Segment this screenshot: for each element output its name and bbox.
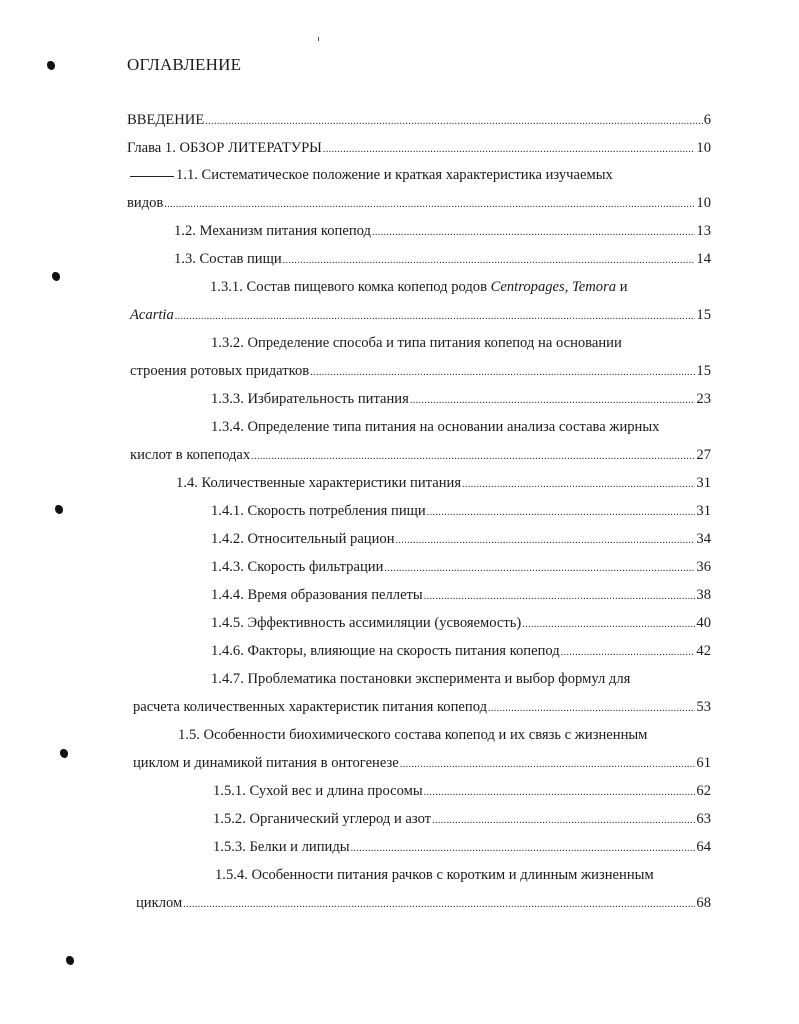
toc-label: циклом и динамикой питания в онтогенезе (133, 755, 399, 771)
page-title: ОГЛАВЛЕНИЕ (127, 55, 242, 74)
toc-label: ВВЕДЕНИЕ (127, 112, 205, 128)
toc-leader-dots (351, 839, 696, 859)
toc-page-number: 68 (696, 895, 711, 911)
toc-entry-1-3[interactable] (174, 249, 711, 271)
toc-label: 1.3.4. Определение типа питания на основании анализа состава жирных (211, 419, 660, 435)
toc-page-number: 6 (703, 112, 711, 128)
toc-leader-dots (283, 251, 696, 271)
toc-page-number: 40 (696, 615, 711, 631)
toc-label: 1.3.1. Состав пищевого комка копепод родов (210, 279, 487, 295)
toc-label: 1.1. Систематическое положение и краткая характеристика изучаемых (176, 167, 613, 183)
toc-page-number: 23 (696, 391, 711, 407)
punch-hole-mark (60, 749, 68, 758)
toc-label: 1.3.3. Избирательность питания (211, 391, 409, 407)
toc-entry-1-1-line2[interactable] (127, 193, 711, 215)
toc-label: 1.4.1. Скорость потребления пищи (211, 503, 426, 519)
toc-entry-1-5-1[interactable] (213, 781, 711, 803)
toc-page-number: 15 (696, 307, 711, 323)
toc-page-number: 15 (696, 363, 711, 379)
toc-leader-dots (310, 363, 695, 383)
toc-page-number: 62 (696, 783, 711, 799)
toc-leader-dots (400, 755, 696, 775)
toc-entry-1-5-3[interactable] (213, 837, 711, 859)
toc-entry-1-1-line1[interactable] (130, 165, 613, 185)
toc-entry-1-3-3[interactable] (211, 389, 711, 411)
toc-genus-name: Temora (572, 279, 617, 295)
toc-label: 1.3.2. Определение способа и типа питания копепод на основании (211, 335, 622, 351)
toc-leader-dots (410, 391, 696, 411)
toc-entry-1-4-1[interactable] (211, 501, 711, 523)
toc-entry-1-5-line2[interactable] (133, 753, 711, 775)
toc-entry-1-2[interactable] (174, 221, 711, 243)
toc-leader-dots (323, 140, 695, 160)
toc-leader-dots (183, 895, 695, 915)
toc-genus-name: Acartia (130, 307, 174, 323)
toc-leader-dots (205, 112, 702, 132)
toc-entry-1-4-2[interactable] (211, 529, 711, 551)
toc-genus-name: Centropages, (490, 279, 569, 295)
toc-page-number: 13 (696, 223, 711, 239)
toc-leader-dots (164, 195, 695, 215)
toc-label: Глава 1. ОБЗОР ЛИТЕРАТУРЫ (127, 140, 322, 156)
toc-label: 1.2. Механизм питания копепод (174, 223, 371, 239)
toc-leader-dots (251, 447, 695, 467)
underline-mark (130, 176, 174, 177)
toc-label: 1.4.7. Проблематика постановки эксперимента и выбор формул для (211, 671, 631, 687)
toc-entry-1-3-4-line1[interactable] (211, 417, 659, 437)
toc-entry-1-3-1-line1[interactable] (210, 277, 628, 297)
toc-entry-1-4-4[interactable] (211, 585, 711, 607)
toc-leader-dots (432, 811, 695, 831)
toc-entry-intro[interactable] (127, 110, 711, 132)
toc-entry-1-3-4-line2[interactable] (130, 445, 711, 467)
toc-page-number: 10 (696, 195, 711, 211)
toc-label: расчета количественных характеристик питания копепод (133, 699, 487, 715)
toc-leader-dots (488, 699, 695, 719)
toc-entry-1-4-3[interactable] (211, 557, 711, 579)
toc-leader-dots (424, 783, 696, 803)
toc-label: кислот в копеподах (130, 447, 251, 463)
toc-entry-1-3-2-line1[interactable] (211, 333, 622, 353)
toc-page-number: 42 (696, 643, 711, 659)
toc-leader-dots (522, 615, 695, 635)
toc-page-number: 14 (696, 251, 711, 267)
toc-label: 1.4.5. Эффективность ассимиляции (усвояемость) (211, 615, 522, 631)
punch-hole-mark (66, 956, 74, 965)
toc-page-number: 36 (696, 559, 711, 575)
toc-entry-1-4-6[interactable] (211, 641, 711, 663)
toc-leader-dots (561, 643, 696, 663)
toc-entry-1-3-2-line2[interactable] (130, 361, 711, 383)
toc-label: 1.5. Особенности биохимического состава копепод и их связь с жизненным (178, 727, 648, 743)
toc-label: 1.3. Состав пищи (174, 251, 282, 267)
toc-page-number: 31 (696, 503, 711, 519)
toc-label: 1.4.2. Относительный рацион (211, 531, 395, 547)
toc-page-number: 31 (696, 475, 711, 491)
toc-label: 1.5.1. Сухой вес и длина просомы (213, 783, 423, 799)
toc-page-number: 38 (696, 587, 711, 603)
toc-label: строения ротовых придатков (130, 363, 310, 379)
toc-leader-dots (462, 475, 695, 495)
scan-speck (318, 37, 319, 41)
toc-page-number: 63 (696, 811, 711, 827)
punch-hole-mark (47, 61, 55, 70)
toc-page-number: 61 (696, 755, 711, 771)
toc-entry-1-5-2[interactable] (213, 809, 711, 831)
toc-leader-dots (396, 531, 696, 551)
toc-leader-dots (175, 307, 696, 327)
toc-leader-dots (372, 223, 695, 243)
punch-hole-mark (52, 272, 60, 281)
toc-entry-1-5-line1[interactable] (178, 725, 647, 745)
toc-leader-dots (384, 559, 695, 579)
toc-page-number: 10 (696, 140, 711, 156)
toc-label: 1.5.2. Органический углерод и азот (213, 811, 432, 827)
toc-page-number: 34 (696, 531, 711, 547)
toc-leader-dots (427, 503, 696, 523)
toc-label: циклом (136, 895, 183, 911)
toc-label: 1.4.6. Факторы, влияющие на скорость питания копепод (211, 643, 560, 659)
toc-page-number: 27 (696, 447, 711, 463)
toc-page-number: 53 (696, 699, 711, 715)
toc-label: и (619, 279, 628, 295)
toc-entry-1-3-1-line2[interactable] (130, 305, 711, 327)
toc-label: 1.5.4. Особенности питания рачков с коротким и длинным жизненным (215, 867, 654, 883)
toc-entry-1-4-7-line2[interactable] (133, 697, 711, 719)
toc-leader-dots (424, 587, 696, 607)
toc-entry-1-5-4-line2[interactable] (136, 893, 711, 915)
toc-label: 1.4. Количественные характеристики питания (176, 475, 462, 491)
toc-label: 1.4.3. Скорость фильтрации (211, 559, 384, 575)
punch-hole-mark (55, 505, 63, 514)
toc-entry-chapter-1[interactable] (127, 138, 711, 160)
toc-page-number: 64 (696, 839, 711, 855)
toc-label: видов (127, 195, 164, 211)
toc-label: 1.5.3. Белки и липиды (213, 839, 350, 855)
toc-entry-1-4-7-line1[interactable] (211, 669, 630, 689)
toc-entry-1-5-4-line1[interactable] (215, 865, 654, 885)
toc-label: 1.4.4. Время образования пеллеты (211, 587, 423, 603)
toc-entry-1-4-5[interactable] (211, 613, 711, 635)
toc-entry-1-4[interactable] (176, 473, 711, 495)
